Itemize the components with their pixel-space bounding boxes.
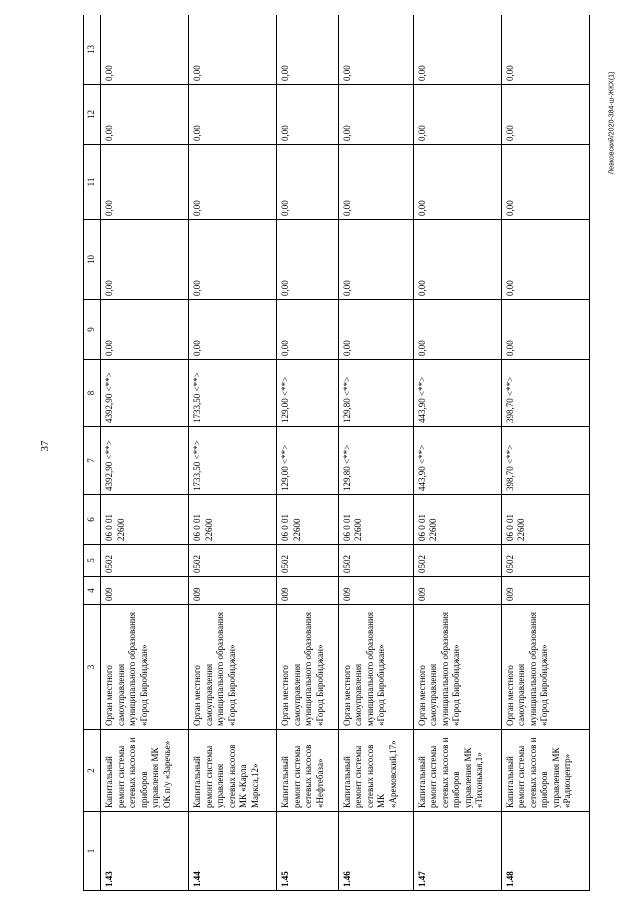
cell-total-amount: 4392,90 <**>: [101, 427, 189, 495]
cell-amount-2021: 0,00: [277, 300, 338, 360]
column-header-1: 1: [84, 812, 101, 891]
column-header-10: 10: [84, 220, 101, 300]
cell-section-code: 0502: [101, 545, 189, 577]
cell-section-code: 0502: [413, 545, 501, 577]
cell-amount-2024: 0,00: [413, 85, 501, 145]
cell-section-code: 0502: [277, 545, 338, 577]
column-header-5: 5: [84, 545, 101, 577]
cell-target-code: 06 0 01 22600: [501, 495, 589, 545]
cell-target-code: 06 0 01 22600: [277, 495, 338, 545]
cell-work-description: Капитальный ремонт системы сетевых насосов и приборов управления МК «Тихонькая,1»: [413, 730, 501, 812]
cell-amount-2020: 443,90 <**>: [413, 360, 501, 427]
cell-total-amount: 398,70 <**>: [501, 427, 589, 495]
cell-total-amount: 443,90 <**>: [413, 427, 501, 495]
cell-row-number: 1.43: [101, 812, 189, 891]
table-row: [189, 15, 277, 891]
cell-amount-2023: 0,00: [189, 145, 277, 220]
cell-ministry-code: 009: [338, 577, 413, 605]
cell-amount-2025: 0,00: [501, 15, 589, 85]
cell-amount-2022: 0,00: [189, 220, 277, 300]
cell-total-amount: 1733,50 <**>: [189, 427, 277, 495]
cell-target-code: 06 0 01 22600: [189, 495, 277, 545]
cell-target-code: 06 0 01 22600: [338, 495, 413, 545]
cell-row-number: 1.47: [413, 812, 501, 891]
column-header-13: 13: [84, 15, 101, 85]
table-row: [101, 15, 189, 891]
rotated-table-container: [83, 15, 590, 891]
cell-responsible-body: Орган местного самоуправления муниципального образования «Город Биробиджан»: [101, 605, 189, 730]
cell-amount-2025: 0,00: [277, 15, 338, 85]
column-header-3: 3: [84, 605, 101, 730]
cell-amount-2021: 0,00: [189, 300, 277, 360]
cell-work-description: Капитальный ремонт системы управления сетевых насосов МК «Карла Маркса,12»: [189, 730, 277, 812]
cell-amount-2025: 0,00: [338, 15, 413, 85]
cell-amount-2023: 0,00: [501, 145, 589, 220]
cell-amount-2025: 0,00: [101, 15, 189, 85]
cell-target-code: 06 0 01 22600: [413, 495, 501, 545]
cell-amount-2023: 0,00: [101, 145, 189, 220]
page-number: 37: [39, 440, 51, 452]
cell-total-amount: 129,80 <**>: [338, 427, 413, 495]
document-watermark: Левковский/2020-384-ш-ЖКХ(1): [608, 71, 616, 175]
cell-ministry-code: 009: [413, 577, 501, 605]
cell-amount-2021: 0,00: [101, 300, 189, 360]
cell-amount-2020: 129,00 <**>: [277, 360, 338, 427]
cell-ministry-code: 009: [101, 577, 189, 605]
cell-section-code: 0502: [501, 545, 589, 577]
cell-total-amount: 129,00 <**>: [277, 427, 338, 495]
cell-amount-2020: 398,70 <**>: [501, 360, 589, 427]
column-header-12: 12: [84, 85, 101, 145]
cell-amount-2023: 0,00: [413, 145, 501, 220]
table-row: [338, 15, 413, 891]
cell-amount-2022: 0,00: [413, 220, 501, 300]
cell-amount-2024: 0,00: [101, 85, 189, 145]
cell-work-description: Капитальный ремонт системы сетевых насосов и приборов управления МК «Радиоцентр»: [501, 730, 589, 812]
cell-amount-2021: 0,00: [338, 300, 413, 360]
cell-amount-2022: 0,00: [277, 220, 338, 300]
cell-responsible-body: Орган местного самоуправления муниципального образования «Город Биробиджан»: [501, 605, 589, 730]
cell-amount-2025: 0,00: [189, 15, 277, 85]
cell-work-description: Капитальный ремонт системы сетевых насосов МК «Аремовский,17»: [338, 730, 413, 812]
column-header-6: 6: [84, 495, 101, 545]
cell-amount-2023: 0,00: [277, 145, 338, 220]
cell-responsible-body: Орган местного самоуправления муниципального образования «Город Биробиджан»: [413, 605, 501, 730]
cell-work-description: Капитальный ремонт системы сетевых насосов «Нефтебаза»: [277, 730, 338, 812]
cell-amount-2021: 0,00: [413, 300, 501, 360]
cell-amount-2024: 0,00: [189, 85, 277, 145]
table-row: [413, 15, 501, 891]
cell-section-code: 0502: [189, 545, 277, 577]
cell-row-number: 1.46: [338, 812, 413, 891]
cell-target-code: 06 0 01 22600: [101, 495, 189, 545]
table-header-row: [84, 15, 101, 891]
cell-amount-2023: 0,00: [338, 145, 413, 220]
column-header-8: 8: [84, 360, 101, 427]
cell-amount-2020: 129,80 <**>: [338, 360, 413, 427]
column-header-7: 7: [84, 427, 101, 495]
cell-amount-2025: 0,00: [413, 15, 501, 85]
cell-amount-2020: 4392,90 <**>: [101, 360, 189, 427]
table-viewport: [83, 15, 590, 891]
cell-row-number: 1.44: [189, 812, 277, 891]
cell-amount-2024: 0,00: [338, 85, 413, 145]
cell-row-number: 1.48: [501, 812, 589, 891]
budget-table: [83, 15, 590, 891]
column-header-2: 2: [84, 730, 101, 812]
cell-responsible-body: Орган местного самоуправления муниципального образования «Город Биробиджан»: [189, 605, 277, 730]
cell-amount-2022: 0,00: [501, 220, 589, 300]
column-header-9: 9: [84, 300, 101, 360]
table-row: [277, 15, 338, 891]
cell-amount-2021: 0,00: [501, 300, 589, 360]
cell-amount-2022: 0,00: [338, 220, 413, 300]
cell-ministry-code: 009: [277, 577, 338, 605]
table-body: [101, 15, 590, 891]
cell-ministry-code: 009: [501, 577, 589, 605]
column-header-4: 4: [84, 577, 101, 605]
cell-amount-2024: 0,00: [501, 85, 589, 145]
table-row: [501, 15, 589, 891]
cell-section-code: 0502: [338, 545, 413, 577]
cell-amount-2022: 0,00: [101, 220, 189, 300]
cell-row-number: 1.45: [277, 812, 338, 891]
cell-ministry-code: 009: [189, 577, 277, 605]
cell-amount-2024: 0,00: [277, 85, 338, 145]
cell-responsible-body: Орган местного самоуправления муниципального образования «Город Биробиджан»: [277, 605, 338, 730]
column-header-11: 11: [84, 145, 101, 220]
cell-amount-2020: 1733,50 <**>: [189, 360, 277, 427]
cell-work-description: Капитальный ремонт системы сетевых насосов и приборов управления МК ОК п/у «Заречье»: [101, 730, 189, 812]
cell-responsible-body: Орган местного самоуправления муниципального образования «Город Биробиджан»: [338, 605, 413, 730]
